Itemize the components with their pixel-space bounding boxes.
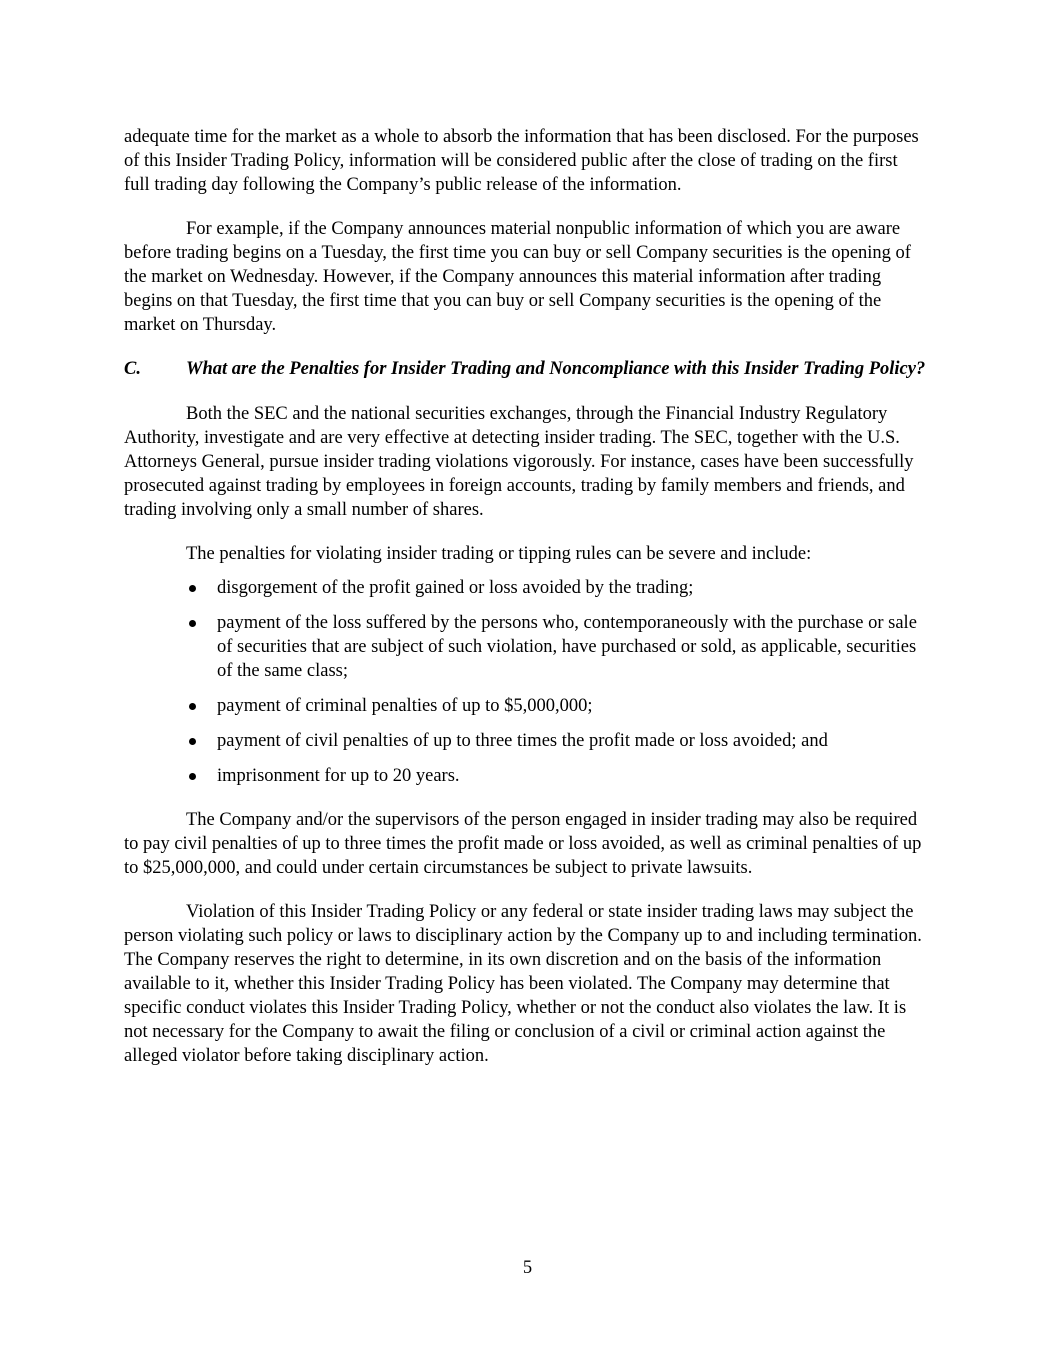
bullet-icon (124, 729, 186, 753)
paragraph-policy-violation: Violation of this Insider Trading Policy or any federal or state insider trading laws may subject the person violating such policy or laws to disciplinary action by the Company up to and including termination. The Company reserves the right to determine, in its own discretion and on the basis of the information available to it, whether this Insider Trading Policy has been violated. The Company may determine that specific conduct violates this Insider Trading Policy, whether or not the conduct also violates the law. It is not necessary for the Company to await the filing or conclusion of a civil or criminal action against the alleged violator before taking disciplinary action. (124, 902, 922, 1066)
section-heading (124, 357, 926, 381)
list-item (124, 694, 926, 718)
list-item-text: payment of civil penalties of up to three times the profit made or loss avoided; and (217, 731, 828, 751)
list-item (124, 611, 926, 683)
paragraph-continuation: adequate time for the market as a whole to absorb the information that has been disclosed. For the purposes of this Insider Trading Policy, information will be considered public after the close of trading on the first full trading day following the Company’s public release of the information. (124, 127, 919, 195)
bullet-icon (124, 576, 186, 600)
penalties-list (124, 576, 926, 788)
paragraph-example: For example, if the Company announces material nonpublic information of which you are aware before trading begins on a Tuesday, the first time you can buy or sell Company securities is the opening of the market on Wednesday. However, if the Company announces this material information after trading begins on that Tuesday, the first time that you can buy or sell Company securities is the opening of the market on Thursday. (124, 219, 911, 335)
bullet-icon (124, 694, 186, 718)
section-title: What are the Penalties for Insider Trading and Noncompliance with this Insider Trading Policy? (186, 359, 926, 379)
list-item-text: imprisonment for up to 20 years. (217, 766, 460, 786)
paragraph-penalties-intro: The penalties for violating insider trading or tipping rules can be severe and include: (186, 544, 812, 564)
list-item-text: payment of criminal penalties of up to $5,000,000; (217, 696, 593, 716)
list-item (124, 729, 926, 753)
list-item-text: disgorgement of the profit gained or loss avoided by the trading; (217, 578, 694, 598)
paragraph-sec-enforcement: Both the SEC and the national securities exchanges, through the Financial Industry Regulatory Authority, investigate and are very effective at detecting insider trading. The SEC, together with the U.S. Attorneys General, pursue insider trading violations vigorously. For instance, cases have been successfully prosecuted against trading by employees in foreign accounts, trading by family members and friends, and trading involving only a small number of shares. (124, 404, 914, 520)
list-item (124, 764, 926, 788)
list-item-text: payment of the loss suffered by the persons who, contemporaneously with the purchase or sale of securities that are subject of such violation, have purchased or sold, as applicable, securities of the same class; (217, 613, 917, 681)
page-number: 5 (522, 1258, 533, 1278)
list-item (124, 576, 926, 600)
section-letter: C. (124, 359, 141, 379)
paragraph-company-liability: The Company and/or the supervisors of the person engaged in insider trading may also be required to pay civil penalties of up to three times the profit made or loss avoided, as well as criminal penalties of up to $25,000,000, and could under certain circumstances be subject to private lawsuits. (124, 810, 922, 878)
bullet-icon (124, 764, 186, 788)
bullet-icon (124, 611, 186, 683)
page-content (124, 125, 926, 1068)
